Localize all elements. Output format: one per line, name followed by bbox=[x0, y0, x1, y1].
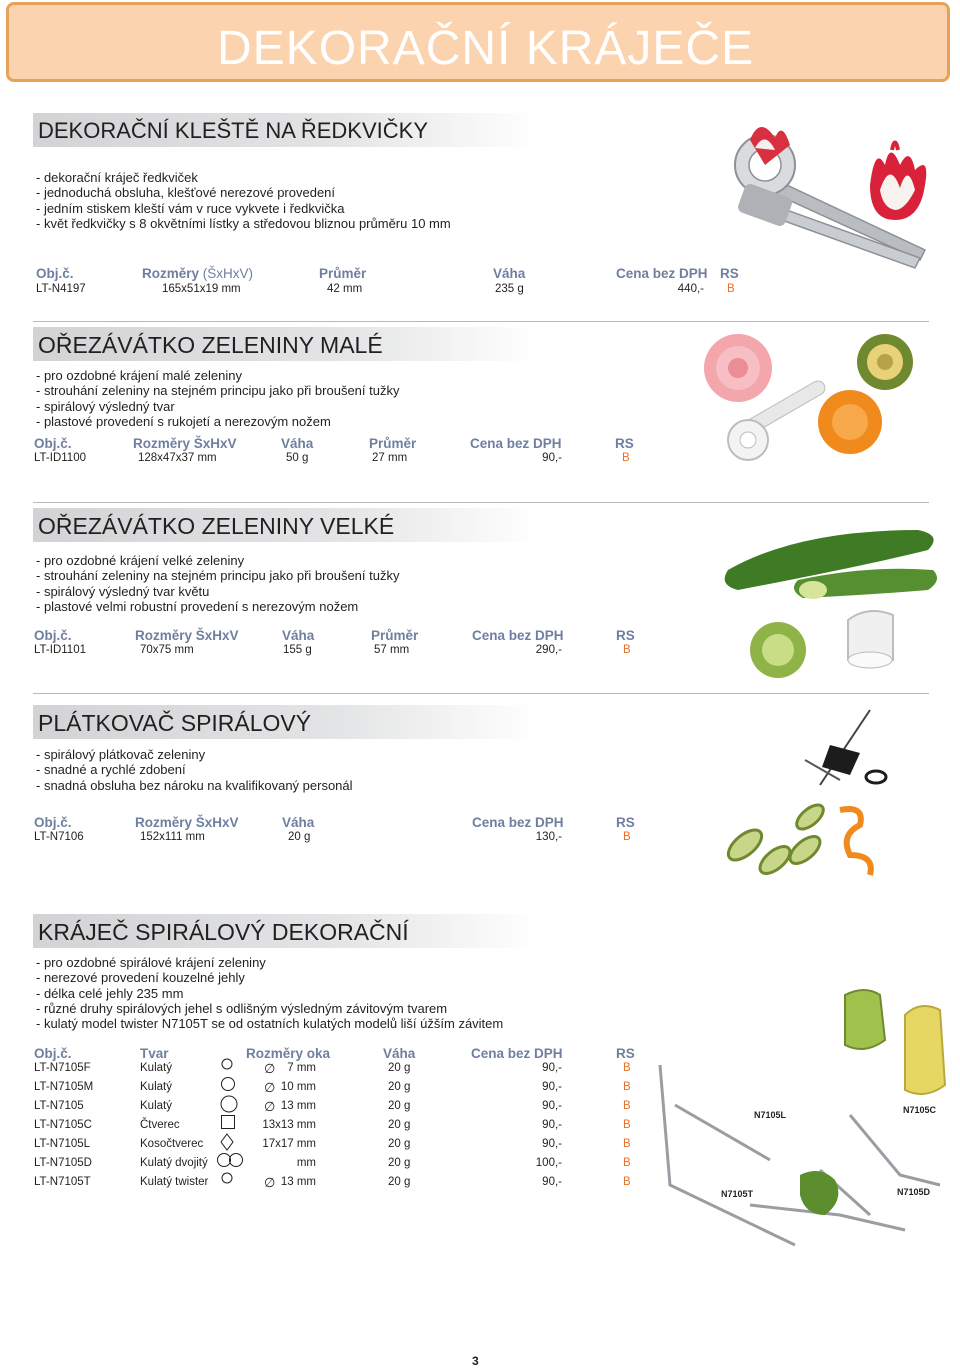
section-description: - pro ozdobné spirálové krájení zeleniny - nerezové provedení kouzelné jehly - délka celé jehly 235 mm - různé druhy spirálových jehel s odlišným výsledným závitovým tvarem - kulatý model twister N7105T se od ostatních kulatých modelů liší úžším závitem bbox=[36, 955, 504, 1032]
cell-tvar: Kulatý bbox=[140, 1081, 172, 1093]
cell-obj: LT-ID1101 bbox=[34, 644, 86, 656]
cell-rs: B bbox=[623, 1100, 631, 1112]
col-header-obj: Obj.č. bbox=[36, 266, 74, 281]
peeler-illustration bbox=[848, 611, 893, 668]
cell-rozmery: 165x51x19 mm bbox=[162, 283, 241, 295]
cell-cena: 290,- bbox=[535, 644, 562, 656]
cell-rs: B bbox=[623, 644, 631, 656]
col-header-obj: Obj.č. bbox=[34, 1046, 72, 1061]
col-header-obj: Obj.č. bbox=[34, 436, 72, 451]
cell-cena: 90,- bbox=[542, 1081, 562, 1093]
section-description: - dekorační kráječ ředkviček - jednoduchá obsluha, klešťové nerezové provedení - jedním stiskem kleští vám v ruce vykvete i ředkvička - květ ředkvičky s 8 okvětními lístky a středovou bliznou průměru 10 mm bbox=[36, 170, 451, 231]
label-n7105l: N7105L bbox=[754, 1110, 787, 1120]
section-divider bbox=[33, 693, 929, 694]
col-header-prumer: Průměr bbox=[371, 628, 419, 643]
col-header-rs: RS bbox=[616, 815, 635, 830]
cell-rozmery: 13 mm bbox=[280, 1176, 316, 1188]
cell-cena: 130,- bbox=[535, 831, 562, 843]
cell-prumer: 42 mm bbox=[327, 283, 363, 295]
cell-rs: B bbox=[623, 1176, 631, 1188]
cell-rozmery: 128x47x37 mm bbox=[138, 452, 217, 464]
cell-rs: B bbox=[622, 452, 630, 464]
carrot-spiral-illustration bbox=[840, 809, 871, 875]
col-header-prumer: Průměr bbox=[319, 266, 367, 281]
page-title: DEKORAČNÍ KRÁJEČE bbox=[217, 22, 755, 75]
section-divider bbox=[33, 502, 929, 503]
section-title-large-peeler: OŘEZÁVÁTKO ZELENINY VELKÉ bbox=[33, 508, 539, 542]
label-n7105d: N7105D bbox=[897, 1187, 931, 1197]
zucchini-piece-illustration bbox=[845, 990, 945, 1094]
cell-obj: LT-N7105D bbox=[34, 1157, 92, 1169]
col-header-rs: RS bbox=[616, 1046, 635, 1061]
circle-medium-icon bbox=[220, 1076, 236, 1097]
cell-vaha: 20 g bbox=[388, 1157, 411, 1169]
col-header-rozmery: Rozměry oka bbox=[246, 1046, 331, 1061]
cell-tvar: Kulatý twister bbox=[140, 1176, 209, 1188]
cell-cena: 90,- bbox=[542, 1100, 562, 1112]
cell-prumer: 27 mm bbox=[372, 452, 408, 464]
section-title-spiral-slicer: PLÁTKOVAČ SPIRÁLOVÝ bbox=[33, 705, 539, 739]
cell-rs: B bbox=[623, 1157, 631, 1169]
cell-rs: B bbox=[623, 1081, 631, 1093]
section-title-spiral-cutter: KRÁJEČ SPIRÁLOVÝ DEKORAČNÍ bbox=[33, 914, 539, 948]
cell-tvar: Kulatý bbox=[140, 1062, 172, 1074]
radish-flower-illustration bbox=[870, 143, 926, 221]
circle-small-icon bbox=[220, 1171, 234, 1190]
rose-illustration bbox=[704, 334, 772, 402]
section-description: - pro ozdobné krájení velké zeleniny - strouhání zeleniny na stejném principu jako při broušení tužky - spirálový výsledný tvar květu - plastové velmi robustní provedení s nerezovým nožem bbox=[36, 553, 400, 614]
col-header-cena: Cena bez DPH bbox=[616, 266, 708, 281]
cell-rs: B bbox=[727, 283, 735, 295]
cell-rozmery: 10 mm bbox=[280, 1081, 316, 1093]
cell-rs: B bbox=[623, 1119, 631, 1131]
section-description: - spirálový plátkovač zeleniny - snadné a rychlé zdobení - snadná obsluha bez nároku na kvalifikovaný personál bbox=[36, 747, 353, 793]
col-header-prumer: Průměr bbox=[369, 436, 417, 451]
cucumber-flower-illustration bbox=[750, 622, 806, 678]
cell-tvar: Kosočtverec bbox=[140, 1138, 204, 1150]
cell-vaha: 20 g bbox=[288, 831, 311, 843]
col-header-cena: Cena bez DPH bbox=[471, 1046, 563, 1061]
cell-obj: LT-N7105T bbox=[34, 1176, 91, 1188]
col-header-rozmery: Rozměry ŠxHxV bbox=[135, 628, 239, 643]
col-header-obj: Obj.č. bbox=[34, 628, 72, 643]
cell-vaha: 20 g bbox=[388, 1176, 411, 1188]
diameter-icon: ∅ bbox=[264, 1099, 276, 1114]
cell-cena: 90,- bbox=[542, 452, 562, 464]
col-header-vaha: Váha bbox=[281, 436, 314, 451]
col-header-vaha: Váha bbox=[493, 266, 526, 281]
circle-small-icon bbox=[220, 1057, 234, 1076]
section-title-small-peeler: OŘEZÁVÁTKO ZELENINY MALÉ bbox=[33, 327, 539, 361]
col-header-rs: RS bbox=[720, 266, 739, 281]
spiral-cutters-photo bbox=[650, 915, 955, 1255]
cell-tvar: Kulatý bbox=[140, 1100, 172, 1112]
col-header-cena: Cena bez DPH bbox=[472, 815, 564, 830]
spiral-slicer-photo bbox=[700, 705, 900, 895]
col-header-rozmery: Rozměry (ŠxHxV) bbox=[142, 266, 254, 281]
cell-vaha: 20 g bbox=[388, 1138, 411, 1150]
col-header-tvar: Tvar bbox=[140, 1046, 169, 1061]
cell-vaha: 20 g bbox=[388, 1119, 411, 1131]
cell-cena: 90,- bbox=[542, 1062, 562, 1074]
cell-cena: 100,- bbox=[535, 1157, 562, 1169]
section-divider bbox=[33, 321, 929, 322]
cell-rozmery: 13x13 mm bbox=[262, 1119, 316, 1131]
cell-vaha: 20 g bbox=[388, 1062, 411, 1074]
col-header-vaha: Váha bbox=[282, 815, 315, 830]
col-header-obj: Obj.č. bbox=[34, 815, 72, 830]
zucchini-spiral-illustration bbox=[723, 801, 827, 879]
col-header-rs: RS bbox=[616, 628, 635, 643]
col-header-cena: Cena bez DPH bbox=[472, 628, 564, 643]
page-banner bbox=[6, 2, 950, 82]
cell-cena: 90,- bbox=[542, 1119, 562, 1131]
carrot-flower-illustration bbox=[818, 390, 882, 454]
cell-rs: B bbox=[623, 831, 631, 843]
cell-obj: LT-N7105C bbox=[34, 1119, 92, 1131]
cell-vaha: 50 g bbox=[286, 452, 309, 464]
small-peeler-photo bbox=[700, 330, 930, 470]
col-header-rs: RS bbox=[615, 436, 634, 451]
cell-rozmery: 152x111 mm bbox=[140, 831, 205, 843]
cell-rozmery: 7 mm bbox=[287, 1062, 316, 1074]
cucumber-illustration bbox=[725, 530, 937, 599]
diameter-icon: ∅ bbox=[264, 1080, 276, 1095]
label-n7105t: N7105T bbox=[721, 1189, 754, 1199]
cell-obj: LT-ID1100 bbox=[34, 452, 86, 464]
cell-obj: LT-N4197 bbox=[36, 283, 86, 295]
slicer-illustration bbox=[805, 710, 886, 785]
zucchini-flower-illustration bbox=[857, 334, 913, 390]
cell-prumer: 57 mm bbox=[374, 644, 410, 656]
cell-cena: 90,- bbox=[542, 1176, 562, 1188]
label-n7105c: N7105C bbox=[903, 1105, 937, 1115]
diameter-icon: ∅ bbox=[264, 1175, 276, 1190]
cell-obj: LT-N7105 bbox=[34, 1100, 84, 1112]
needle-illustration bbox=[660, 1065, 940, 1245]
col-header-rozmery: Rozměry ŠxHxV bbox=[133, 436, 237, 451]
cell-obj: LT-N7105F bbox=[34, 1062, 91, 1074]
cell-rs: B bbox=[623, 1062, 631, 1074]
col-header-cena: Cena bez DPH bbox=[470, 436, 562, 451]
section-description: - pro ozdobné krájení malé zeleniny - strouhání zeleniny na stejném principu jako při broušení tužky - spirálový výsledný tvar - plastové provedení s rukojetí a nerezovým nožem bbox=[36, 368, 400, 429]
cell-vaha: 235 g bbox=[495, 283, 524, 295]
cell-tvar: Čtverec bbox=[140, 1119, 180, 1131]
cell-tvar: Kulatý dvojitý bbox=[140, 1157, 208, 1169]
cell-rs: B bbox=[623, 1138, 631, 1150]
section-title-radish-tongs: DEKORAČNÍ KLEŠTĚ NA ŘEDKVIČKY bbox=[33, 113, 539, 147]
col-header-rozmery: Rozměry ŠxHxV bbox=[135, 815, 239, 830]
cell-rozmery: 13 mm bbox=[280, 1100, 316, 1112]
radish-tongs-photo bbox=[720, 110, 960, 280]
cell-cena: 440,- bbox=[677, 283, 704, 295]
cell-vaha: 20 g bbox=[388, 1081, 411, 1093]
cell-rozmery: 17x17 mm bbox=[262, 1138, 316, 1150]
square-icon bbox=[220, 1114, 236, 1135]
cell-obj: LT-N7106 bbox=[34, 831, 84, 843]
cell-obj: LT-N7105M bbox=[34, 1081, 94, 1093]
cell-rozmery: mm bbox=[296, 1157, 316, 1169]
diameter-icon: ∅ bbox=[264, 1061, 276, 1076]
cucumber-piece-illustration bbox=[800, 1171, 838, 1215]
double-circle-icon bbox=[216, 1152, 244, 1173]
cell-rozmery: 70x75 mm bbox=[140, 644, 194, 656]
cell-vaha: 155 g bbox=[283, 644, 312, 656]
cell-obj: LT-N7105L bbox=[34, 1138, 91, 1150]
col-header-vaha: Váha bbox=[383, 1046, 416, 1061]
large-peeler-photo bbox=[718, 510, 950, 680]
cell-cena: 90,- bbox=[542, 1138, 562, 1150]
page-number: 3 bbox=[472, 1354, 479, 1368]
cell-vaha: 20 g bbox=[388, 1100, 411, 1112]
col-header-vaha: Váha bbox=[282, 628, 315, 643]
